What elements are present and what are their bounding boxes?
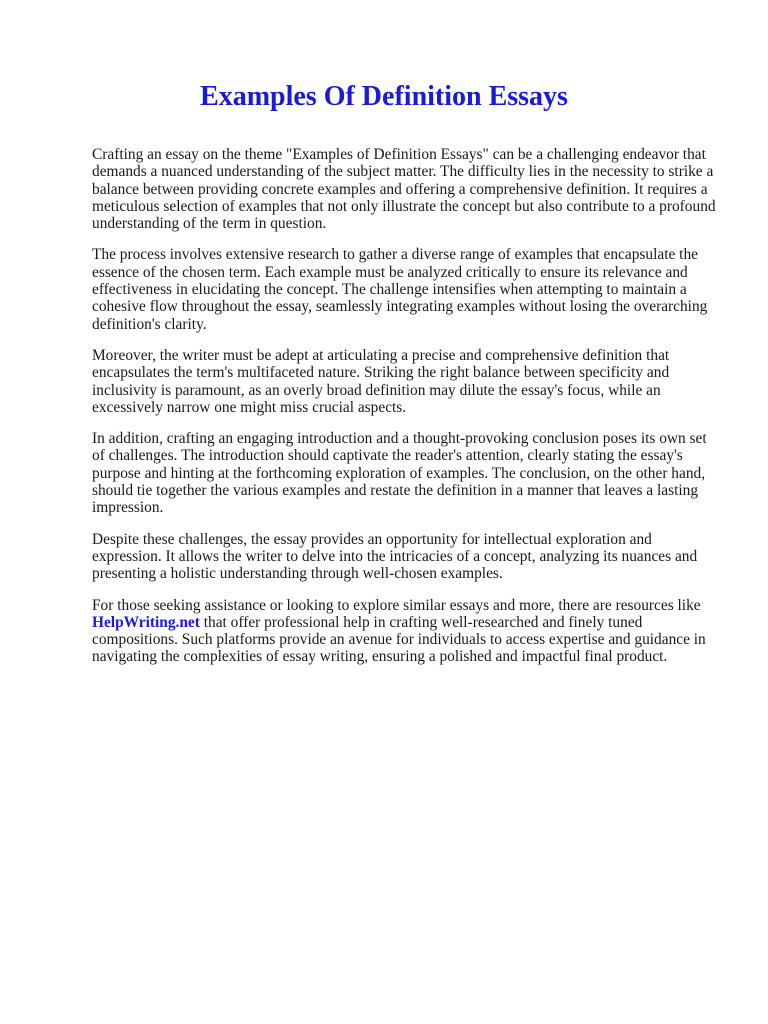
page-title: Examples Of Definition Essays: [200, 81, 568, 112]
paragraph-4: In addition, crafting an engaging introduction and a thought-provoking conclusion poses its own set of challenges. The introduction should captivate the reader's attention, clearly stating the essay's purpose and hinting at the forthcoming exploration of examples. The conclusion, on the other hand, should tie together the various examples and restate the definition in a manner that leaves a lasting impression.: [92, 430, 707, 517]
paragraph-6: [92, 597, 720, 666]
paragraph-3: Moreover, the writer must be adept at articulating a precise and comprehensive definition that encapsulates the term's multifaceted nature. Striking the right balance between specificity and inclusivity is paramount, as an overly broad definition may dilute the essay's focus, while an excessively narrow one might miss crucial aspects.: [92, 346, 670, 416]
paragraph-2: The process involves extensive research to gather a diverse range of examples that encapsulate the essence of the chosen term. Each example must be analyzed critically to ensure its relevance and effectiveness in elucidating the concept. The challenge intensifies when attempting to maintain a cohesive flow throughout the essay, seamlessly integrating examples without losing the overarching definition's clarity.: [92, 246, 708, 333]
essay-body: [92, 146, 720, 680]
paragraph-1: Crafting an essay on the theme "Examples of Definition Essays" can be a challenging endeavor that demands a nuanced understanding of the subject matter. The difficulty lies in the necessity to strike a balance between providing concrete examples and offering a comprehensive definition. It requires a meticulous selection of examples that not only illustrate the concept but also contribute to a profound understanding of the term in question.: [92, 146, 716, 233]
paragraph-5: Despite these challenges, the essay provides an opportunity for intellectual exploration and expression. It allows the writer to delve into the intricacies of a concept, analyzing its nuances and presenting a holistic understanding through well-chosen examples.: [92, 530, 698, 583]
paragraph-6-after-link: that offer professional help in crafting well-researched and finely tuned compositions. Such platforms provide an avenue for individuals to access expertise and guidance in navigating the complexities of essay writing, ensuring a polished and impactful final product.: [92, 613, 706, 666]
paragraph-6-before-link: For those seeking assistance or looking to explore similar essays and more, there are resources like: [92, 596, 701, 614]
helpwriting-link[interactable]: HelpWriting.net: [92, 613, 200, 631]
